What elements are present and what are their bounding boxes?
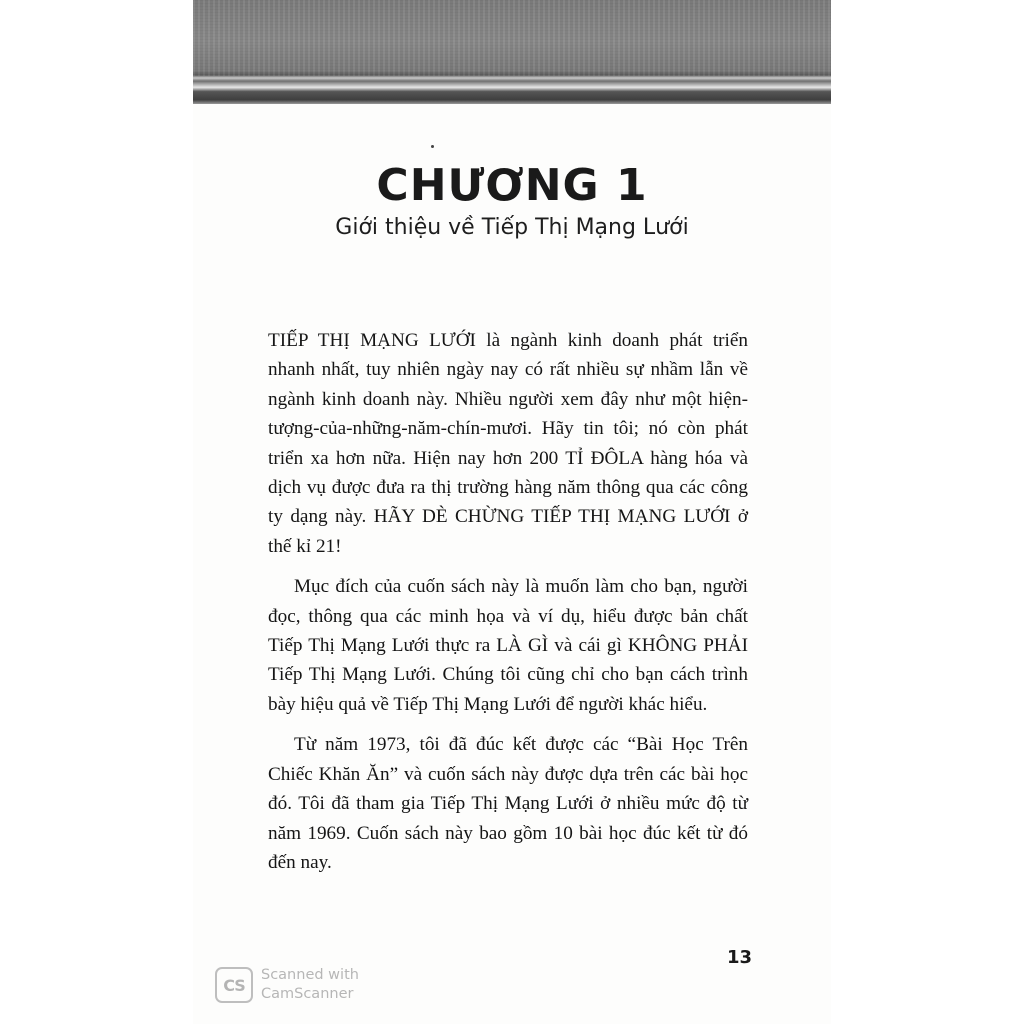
watermark-line-1: Scanned with [261, 967, 359, 983]
camscanner-watermark [215, 966, 359, 1004]
paragraph-1: TIẾP THỊ MẠNG LƯỚI là ngành kinh doanh phát triển nhanh nhất, tuy nhiên ngày nay có rất nhiều sự nhầm lẫn về ngành kinh doanh này. Nhiều người xem đây như một hiện-tượng-của-những-năm-chín-mươi. Hãy tin tôi; nó còn phát triển xa hơn nữa. Hiện nay hơn 200 TỈ ĐÔLA hàng hóa và dịch vụ được đưa ra thị trường hàng năm thông qua các công ty dạng này. HÃY DÈ CHỪNG TIẾP THỊ MẠNG LƯỚI ở thế kỉ 21! [268, 330, 748, 557]
watermark-text [261, 966, 359, 1004]
watermark-line-2: CamScanner [261, 986, 354, 1002]
chapter-title: CHƯƠNG 1 [376, 160, 648, 211]
body-text [268, 326, 748, 888]
paragraph-3: Từ năm 1973, tôi đã đúc kết được các “Bài Học Trên Chiếc Khăn Ăn” và cuốn sách này được dựa trên các bài học đó. Tôi đã tham gia Tiếp Thị Mạng Lưới ở nhiều mức độ từ năm 1969. Cuốn sách này bao gồm 10 bài học đúc kết từ đó đến nay. [268, 734, 748, 873]
book-page [193, 0, 831, 1024]
paragraph-2: Mục đích của cuốn sách này là muốn làm cho bạn, người đọc, thông qua các minh họa và ví dụ, hiểu được bản chất Tiếp Thị Mạng Lưới thực ra LÀ GÌ và cái gì KHÔNG PHẢI Tiếp Thị Mạng Lưới. Chúng tôi cũng chỉ cho bạn cách trình bày hiệu quả về Tiếp Thị Mạng Lưới để người khác hiểu. [268, 576, 748, 715]
header-texture [193, 0, 831, 76]
camscanner-logo-icon: CS [215, 967, 253, 1003]
header-band [193, 0, 831, 104]
page-number: 13 [727, 947, 753, 968]
scan-speck [431, 145, 434, 148]
chapter-subtitle: Giới thiệu về Tiếp Thị Mạng Lưới [335, 215, 689, 240]
